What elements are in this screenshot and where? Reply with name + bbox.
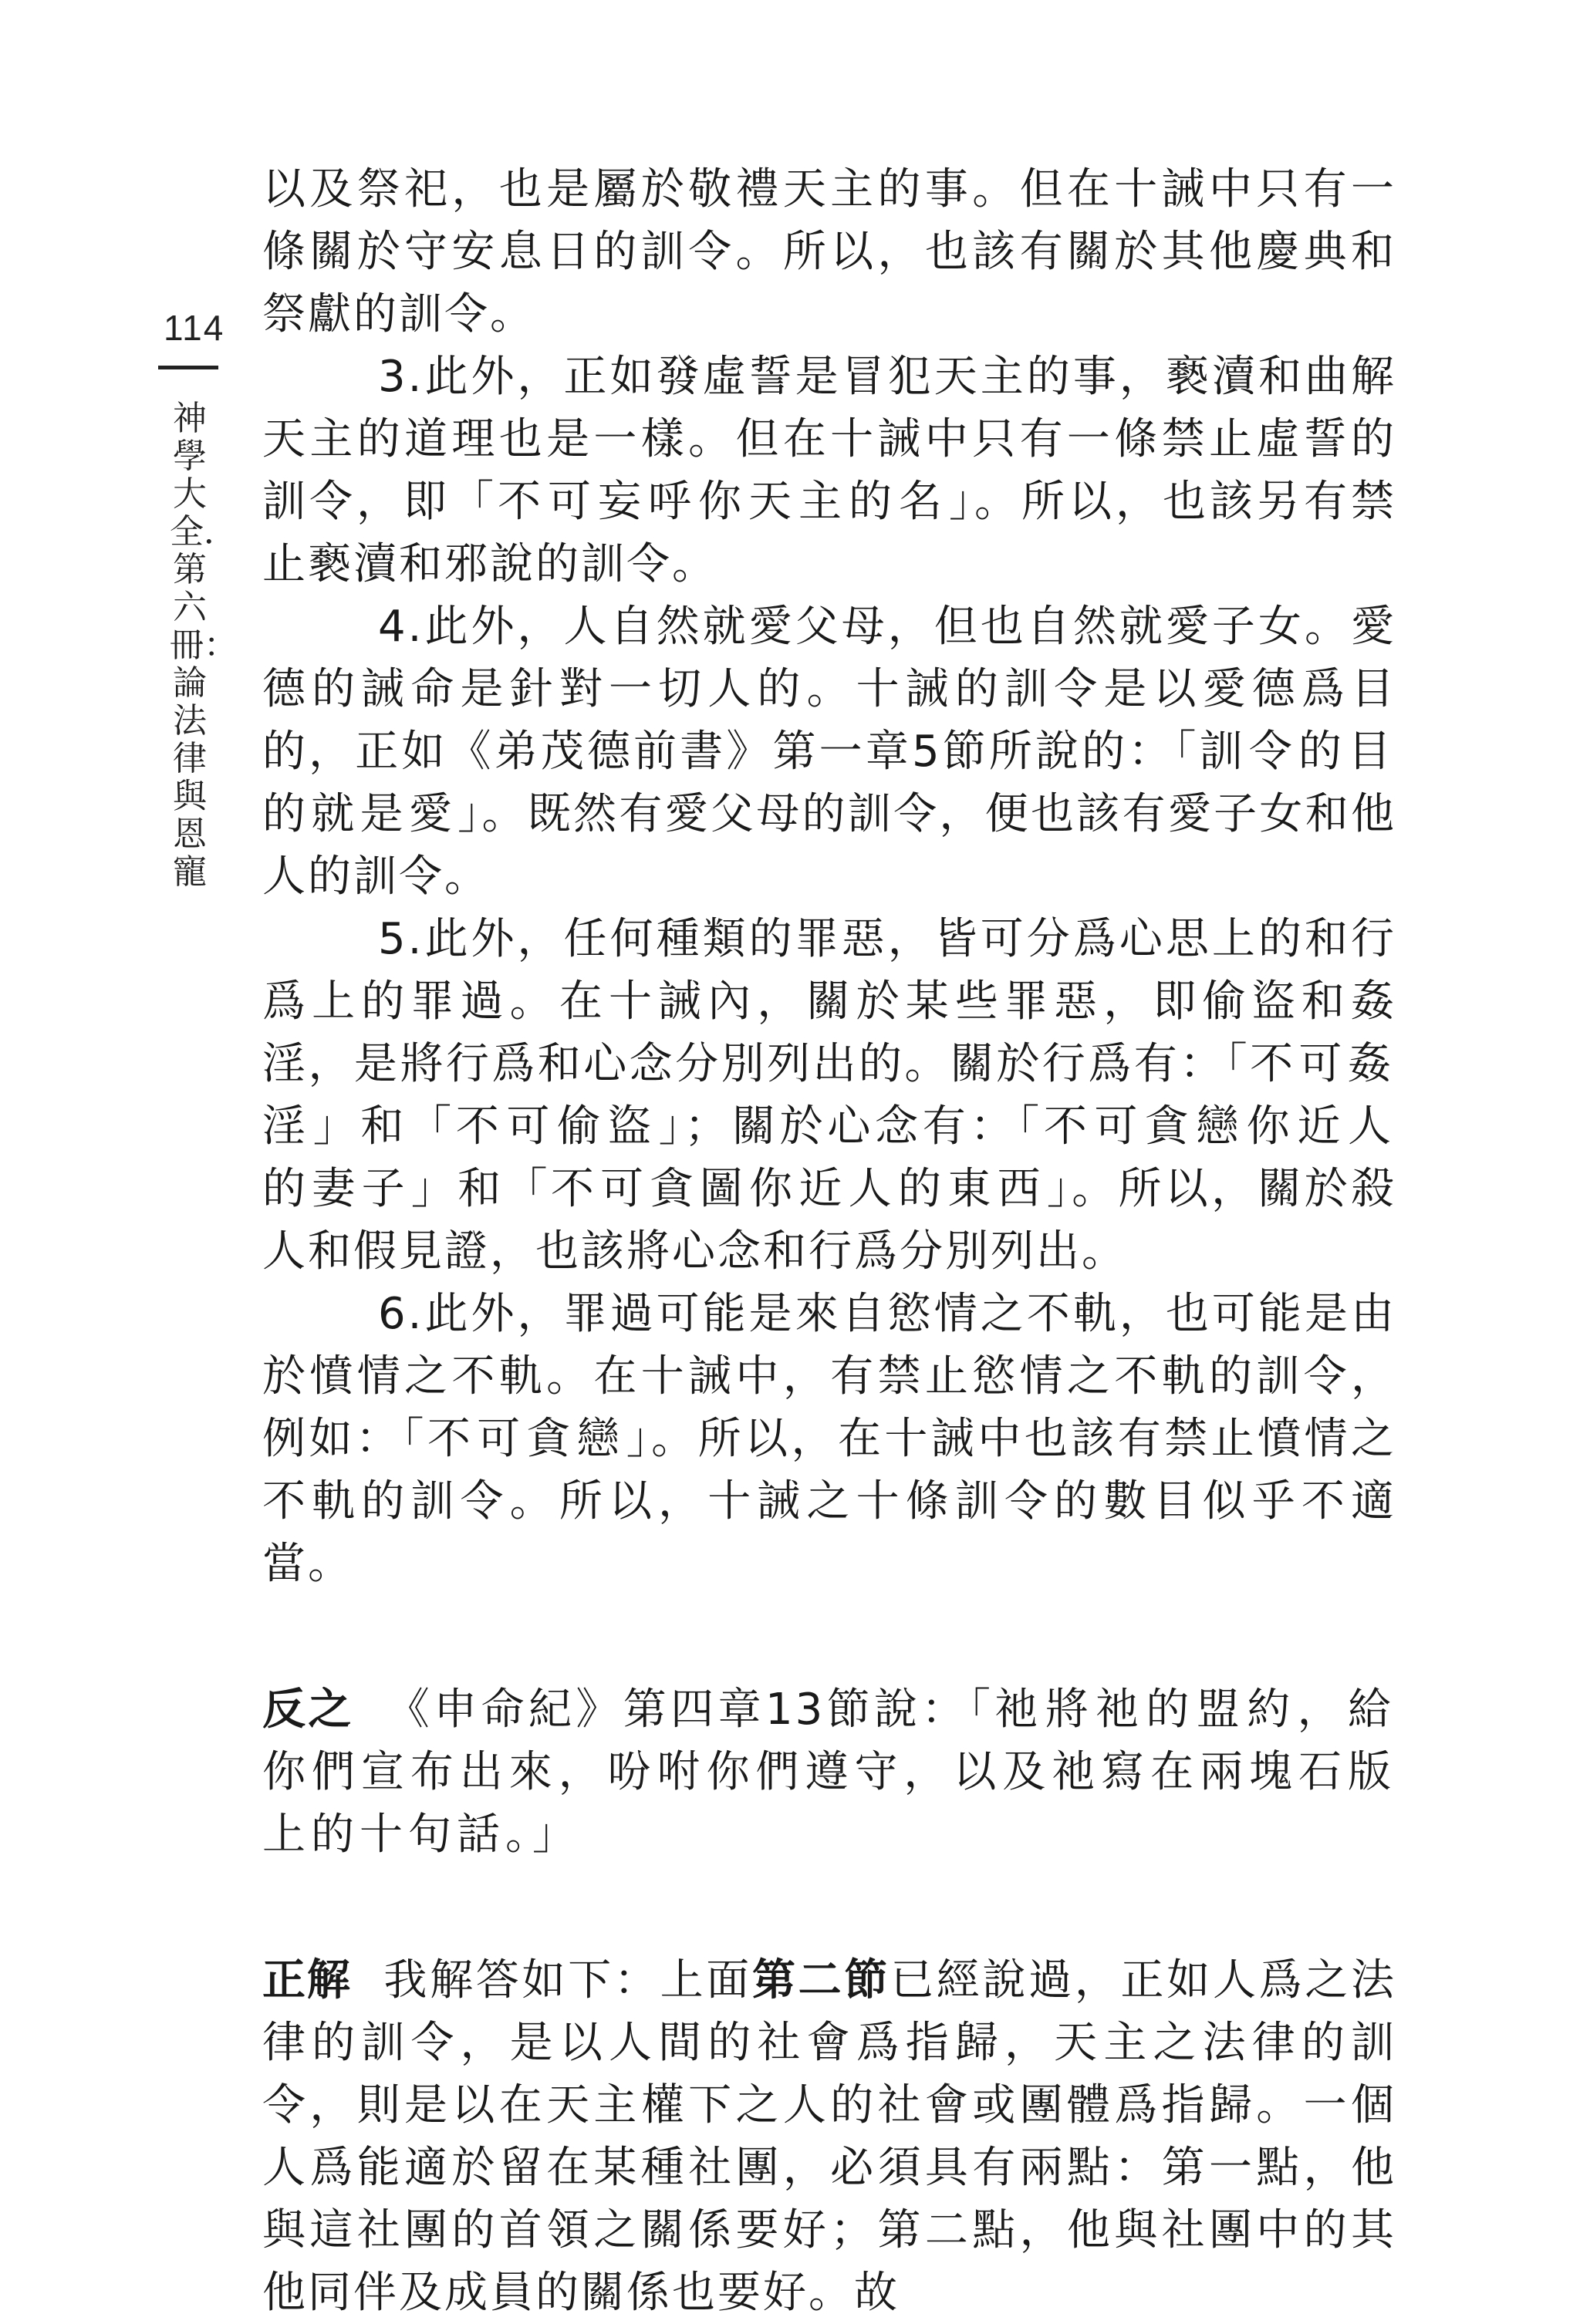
paragraph-objection-5	[262, 908, 1396, 1283]
text-run: 」。既然有愛父母的訓令，便也該有愛子女和他人的訓令。	[262, 789, 1397, 902]
text-run: 」和「	[410, 1164, 551, 1214]
text-run: 」；關於心念有：「	[658, 1101, 1044, 1152]
text-run: 」和「	[312, 1101, 456, 1152]
scripture-quote: 祂將祂的盟約，給你們宣布出來，吩咐你們遵守，以及祂寫在兩塊石版上的十句話。	[262, 1685, 1396, 1860]
text-run: 」。所以，也該另有禁止褻瀆和邪說的訓令。	[262, 477, 1396, 589]
paragraph-sed-contra	[262, 1678, 1396, 1866]
text-run: 5.此外，任何種類的罪惡，皆可分爲心思上的和行爲上的罪過。在十誡內，關於某些罪惡，即偷盜和姦淫，是將行爲和心念分別列出的。關於行爲有：「	[262, 914, 1396, 1089]
margin-rule	[158, 366, 218, 369]
running-title: 神學大全．第六冊：論法律與恩寵	[170, 399, 238, 892]
scripture-quote: 訓令的目的就是愛	[262, 727, 1396, 839]
scripture-quote: 不可貪戀	[427, 1414, 626, 1464]
text-run: 我解答如下：上面	[383, 1955, 752, 2005]
section-label: 反之	[262, 1685, 354, 1735]
text-run: 3.此外，正如發虛誓是冒犯天主的事，褻瀆和曲解天主的道理也是一樣。但在十誡中只有一條禁止虛誓的訓令，即「	[262, 352, 1396, 527]
cross-reference: 第二節	[751, 1955, 891, 2005]
text-run: 4.此外，人自然就愛父母，但也自然就愛子女。愛德的誡命是針對一切人的。十誡的訓令是以愛德爲目的，正如《弟茂德前書》第一章5節所說的：「	[262, 602, 1396, 777]
scripture-quote: 不可貪圖你近人的東西	[550, 1164, 1047, 1214]
page-number: 114	[164, 308, 225, 348]
paragraph-objection-6	[262, 1283, 1396, 1595]
text-run: 6.此外，罪過可能是來自慾情之不軌，也可能是由於憤情之不軌。在十誡中，有禁止慾情之不軌的訓令，例如：「	[262, 1289, 1396, 1464]
text-run: 」。所以，關於殺人和假見證，也該將心念和行爲分別列出。	[262, 1164, 1397, 1277]
scripture-quote: 不可姦淫	[262, 1039, 1397, 1152]
paragraph-objection-4	[262, 595, 1396, 908]
text-run: 以及祭祀，也是屬於敬禮天主的事。但在十誡中只有一條關於守安息日的訓令。所以，也該有關於其他慶典和祭獻的訓令。	[262, 164, 1396, 339]
text-run: 」。所以，在十誡中也該有禁止憤情之不軌的訓令。所以，十誡之十條訓令的數目似乎不適當。	[262, 1414, 1397, 1589]
body-text	[262, 158, 1396, 2324]
paragraph-objection-3	[262, 346, 1396, 595]
text-run: 已經說過，正如人爲之法律的訓令，是以人間的社會爲指歸，天主之法律的訓令，則是以在天主權下之人的社會或團體爲指歸。一個人爲能適於留在某種社團，必須具有兩點：第一點，他與這社團的首領之關係要好；第二點，他與社團中的其他同伴及成員的關係也要好。故	[262, 1955, 1397, 2318]
scripture-quote: 不可妄呼你天主的名	[498, 477, 949, 527]
text-run: 《申命紀》第四章13節說：「	[386, 1685, 995, 1735]
text-run: 」	[532, 1810, 578, 1860]
scripture-quote: 不可偷盜	[455, 1101, 659, 1152]
paragraph-continuation	[262, 158, 1396, 346]
section-label: 正解	[262, 1955, 352, 2005]
paragraph-respondeo	[262, 1949, 1396, 2324]
scripture-quote: 不可貪戀你近人的妻子	[262, 1101, 1397, 1214]
